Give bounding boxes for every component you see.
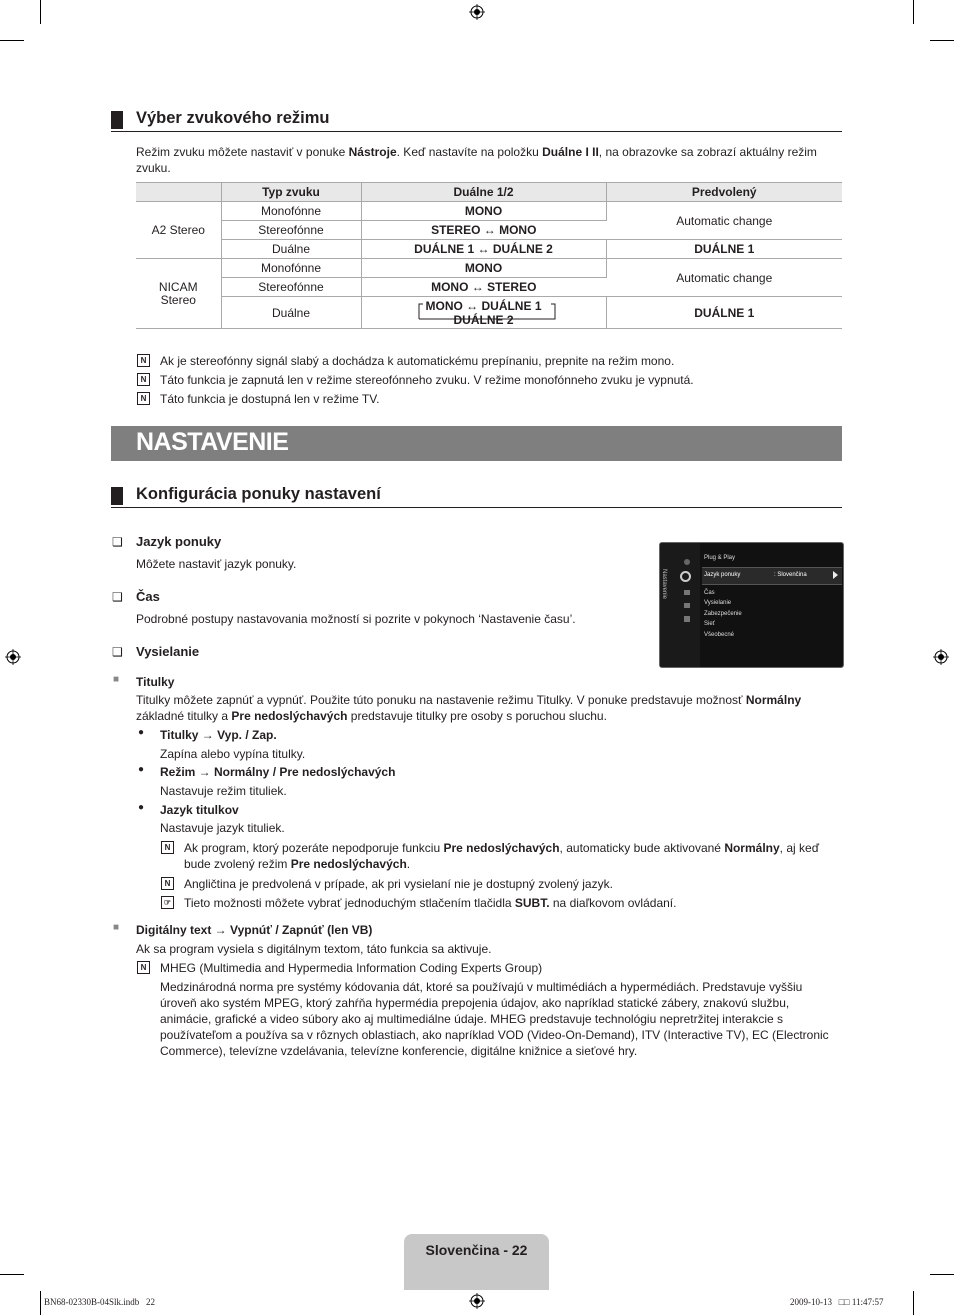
note-text [184, 840, 844, 872]
table-cell [361, 297, 606, 329]
note-icon: N [137, 354, 150, 367]
text: animácie, grafické a video súbory ako aj multimediálne údaje. MHEG predstavuje technológiu nepretržitej interakcie s [160, 1012, 783, 1026]
text: Commerce), televízne vzdelávania, televízne konferencie, digitálne knižnice a sieťové hry. [160, 1044, 638, 1058]
item-title: Digitálny text → Vypnúť / Zapnúť (len VB) [136, 923, 373, 937]
registration-mark-icon [469, 4, 485, 20]
text-bold: SUBT. [514, 896, 550, 910]
text: , na obrazovke sa zobrazí aktuálny režim [598, 145, 817, 159]
text: . [406, 857, 411, 871]
text-bold: Normálny [724, 841, 780, 855]
item-title: Vysielanie [136, 644, 200, 659]
osd-item: Čas [704, 590, 715, 596]
text: na diaľkovom ovládaní. [549, 896, 677, 910]
remote-hand-icon: ☞ [161, 896, 174, 909]
item-desc: Môžete nastaviť jazyk ponuky. [136, 557, 297, 571]
table-cell: Duálne [221, 240, 361, 259]
text: DUÁLNE 2 [453, 312, 514, 327]
item-title: Titulky [136, 675, 175, 689]
table-cell: Stereofónne [221, 278, 361, 297]
registration-mark-icon [5, 649, 21, 665]
osd-item-value: : Slovenčina [774, 572, 807, 578]
intro-paragraph [136, 144, 842, 176]
table-header: Predvolený [606, 183, 842, 202]
registration-mark-icon [933, 649, 949, 665]
bullet-title: Titulky → Vyp. / Zap. [160, 728, 277, 742]
item-desc: Podrobné postupy nastavovania možností si pozrite v pokynoch ‘Nastavenie času’. [136, 612, 576, 626]
chapter-title: NASTAVENIE [136, 428, 289, 456]
mheg-paragraph [160, 979, 850, 1059]
bullet-title: Jazyk titulkov [160, 803, 239, 817]
text-bold: Pre nedoslýchavých [290, 857, 407, 871]
osd-icon [684, 559, 690, 565]
text: Režim zvuku môžete nastaviť v ponuke [136, 145, 349, 159]
note-icon: N [137, 373, 150, 386]
note-text: Ak je stereofónny signál slabý a dochádza k automatickému prepínaniu, prepnite na režim mono. [160, 354, 675, 368]
text-bold: Nástroje [348, 145, 397, 159]
text: NICAM [158, 279, 198, 294]
table-row [136, 240, 842, 259]
table-cell: Stereofónne [221, 221, 361, 240]
checkbox-bullet-icon: ❑ [112, 645, 123, 659]
note-icon: N [137, 392, 150, 405]
bullet-desc: Nastavuje jazyk tituliek. [160, 821, 285, 835]
table-row [136, 259, 842, 278]
text-bold: Duálne I II [542, 145, 599, 159]
text: Medzinárodná norma pre systémy kódovania dát, ktoré sa používajú v multimédiách a hypermédiách. Predstavuje vyššiu [160, 980, 803, 994]
text: bude zvolený režim [184, 857, 291, 871]
square-bullet-icon: ■ [113, 674, 120, 685]
note-icon: N [161, 877, 174, 890]
bullet-desc: Zapína alebo vypína titulky. [160, 747, 306, 761]
note-text [184, 895, 676, 911]
osd-item: Zabezpečenie [704, 611, 742, 617]
table-cell: MONO [361, 259, 606, 278]
dot-bullet-icon: ● [138, 764, 145, 775]
print-date: 2009-10-13 □□ 11:47:57 [790, 1297, 884, 1307]
table-cell: Automatic change [606, 259, 842, 297]
osd-icon [684, 590, 690, 595]
osd-icon [684, 603, 690, 608]
text: , aj keď [779, 841, 820, 855]
table-cell: MONO [361, 202, 606, 221]
text: . Keď nastavíte na položku [396, 145, 543, 159]
text-bold: Normálny [745, 693, 802, 707]
dot-bullet-icon: ● [138, 802, 145, 813]
table-cell: Monofónne [221, 259, 361, 278]
osd-item: Všeobecné [704, 632, 735, 638]
subtitle-paragraph [136, 692, 842, 724]
item-title: Čas [136, 589, 160, 604]
text: používateľom a používa sa v rôznych oblastiach, ako napríklad VOD (Video-On-Demand), ITV (Interactive TV), EC (Electronic [160, 1028, 829, 1042]
heading-bar [111, 487, 123, 505]
text: Stereo [160, 292, 196, 307]
section-heading-sound-mode [111, 111, 842, 132]
table-header: Duálne 1/2 [361, 183, 606, 202]
table-cell: Duálne [221, 297, 361, 329]
osd-item: Plug & Play [704, 555, 736, 561]
gear-icon [680, 571, 691, 582]
chapter-title-bar [111, 426, 842, 461]
table-header [136, 183, 221, 202]
item-title: Jazyk ponuky [136, 534, 222, 549]
checkbox-bullet-icon: ❑ [112, 590, 123, 604]
section-heading-setup-menu [111, 487, 842, 508]
table-cell: A2 Stereo [136, 202, 221, 259]
table-row [136, 202, 842, 221]
section-title: Výber zvukového režimu [136, 109, 330, 127]
cycle-bracket-icon [416, 302, 558, 320]
note-text: MHEG (Multimedia and Hypermedia Information Coding Experts Group) [160, 961, 543, 975]
note-icon: N [137, 961, 150, 974]
text: základné titulky a [136, 709, 232, 723]
page-number-tab [404, 1234, 549, 1290]
note-text: Táto funkcia je zapnutá len v režime stereofónneho zvuku. V režime monofónneho zvuku je vypnutá. [160, 373, 694, 387]
text: Titulky môžete zapnúť a vypnúť. Použite túto ponuku na nastavenie režimu Titulky. V ponuke predstavuje možnosť [136, 693, 746, 707]
text: Tieto možnosti môžete vybrať jednoduchým stlačením tlačidla [184, 896, 515, 910]
checkbox-bullet-icon: ❑ [112, 535, 123, 549]
table-header-row [136, 183, 842, 202]
text: Ak program, ktorý pozeráte nepodporuje funkciu [184, 841, 444, 855]
text: zvuku. [136, 161, 171, 175]
osd-icon [684, 616, 690, 622]
heading-bar [111, 111, 123, 129]
table-cell [136, 259, 221, 329]
text: úroveň ako systém MPEG, ktorý zahŕňa hypermédia prepojenia údajov, ako napríklad statické zábery, znakovú službu, [160, 996, 790, 1010]
table-header: Typ zvuku [221, 183, 361, 202]
osd-menu-screenshot [659, 542, 844, 668]
osd-item: Sieť [704, 621, 715, 627]
osd-item: Vysielanie [704, 600, 732, 606]
note-text: Táto funkcia je dostupná len v režime TV. [160, 392, 380, 406]
table-cell: Automatic change [606, 202, 842, 240]
osd-sidebar [660, 543, 700, 667]
bullet-title: Režim → Normálny / Pre nedoslýchavých [160, 765, 396, 779]
text: MONO ↔ DUÁLNE 1 [425, 298, 542, 313]
square-bullet-icon: ■ [113, 922, 120, 933]
bullet-desc: Nastavuje režim tituliek. [160, 784, 287, 798]
table-cell: MONO ↔ STEREO [361, 278, 606, 297]
file-info: BN68-02330B-04Slk.indb 22 [44, 1297, 156, 1307]
item-desc: Ak sa program vysiela s digitálnym textom, táto funkcia sa aktivuje. [136, 942, 492, 956]
note-text: Angličtina je predvolená v prípade, ak pri vysielaní nie je dostupný zvolený jazyk. [184, 877, 613, 891]
registration-mark-icon [469, 1293, 485, 1309]
osd-side-label: Nastavenie [661, 569, 667, 600]
page-number: Slovenčina - 22 [425, 1242, 528, 1258]
sound-mode-table [136, 182, 842, 329]
text: , automaticky bude aktivované [559, 841, 725, 855]
osd-item-selected: Jazyk ponuky [704, 572, 741, 578]
table-cell: DUÁLNE 1 ↔ DUÁLNE 2 [361, 240, 606, 259]
note-icon: N [161, 841, 174, 854]
table-cell: DUÁLNE 1 [606, 240, 842, 259]
text-bold: Pre nedoslýchavých [231, 709, 348, 723]
table-cell: STEREO ↔ MONO [361, 221, 606, 240]
table-cell: Monofónne [221, 202, 361, 221]
dot-bullet-icon: ● [138, 727, 145, 738]
table-row [136, 297, 842, 329]
text: predstavuje titulky pre osoby s poruchou sluchu. [347, 709, 607, 723]
section-title: Konfigurácia ponuky nastavení [136, 485, 381, 503]
text-bold: Pre nedoslýchavých [443, 841, 560, 855]
table-cell: DUÁLNE 1 [606, 297, 842, 329]
play-arrow-icon [833, 571, 838, 579]
